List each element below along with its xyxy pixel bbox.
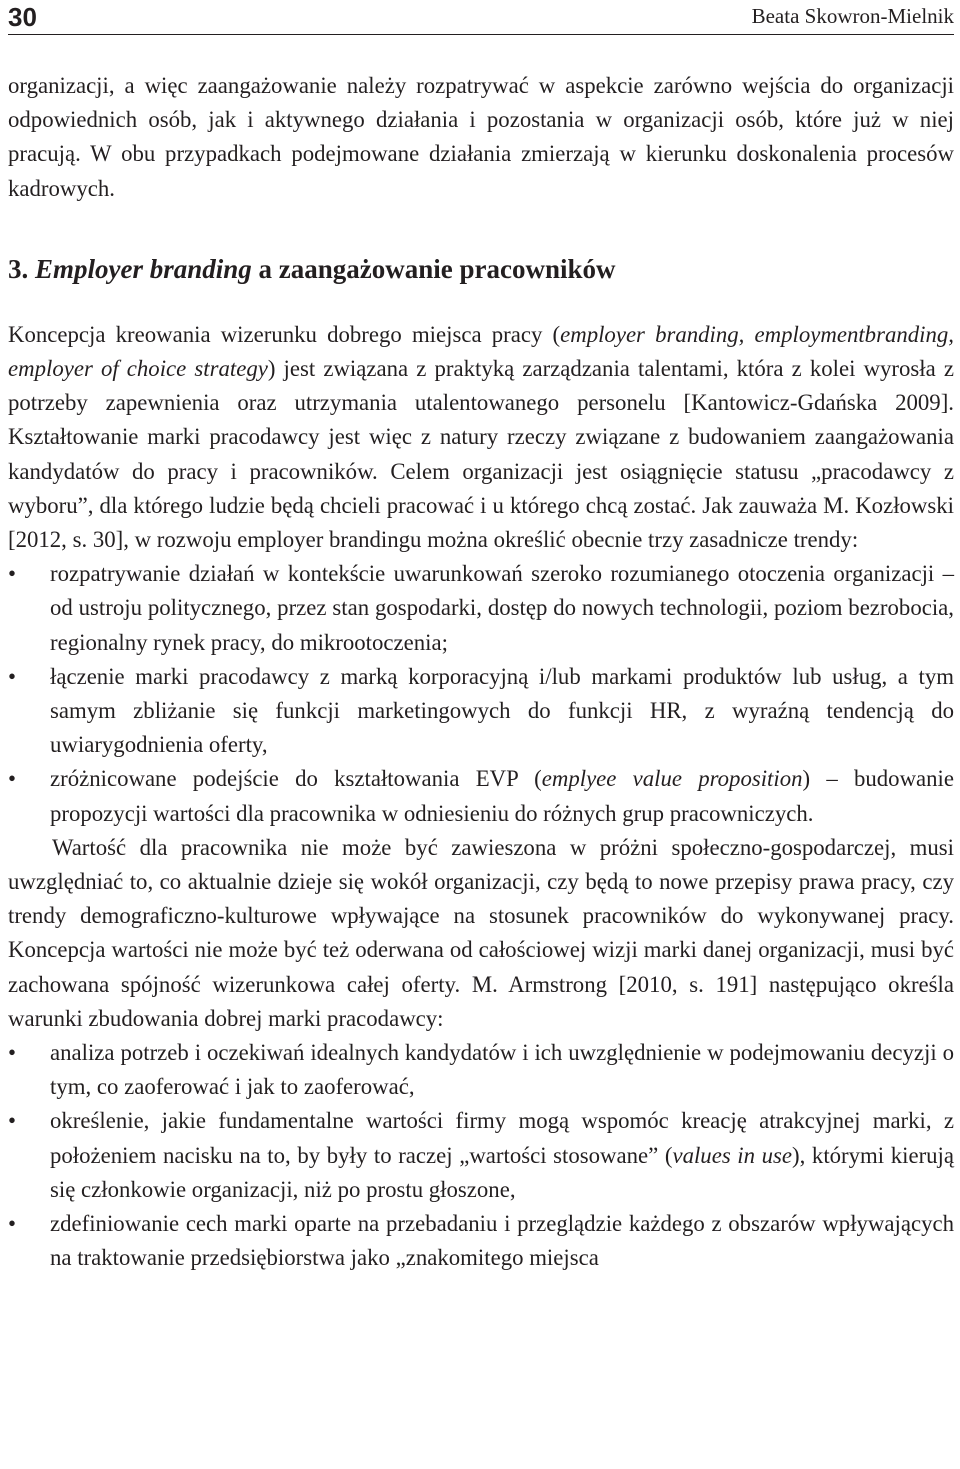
list-item: • łączenie marki pracodawcy z marką korporacyjną i/lub markami produktów lub usług, a tym samym zbliżanie się funkcji marketingowych do funkcji HR, z wyraźną tendencją do uwiarygodnienia oferty, [8, 660, 954, 763]
paragraph-italic-terms: employer branding, employmentbranding, employer of choice strategy [8, 321, 954, 382]
list-item: • rozpatrywanie działań w kontekście uwarunkowań szeroko rozumianego otoczenia organizacji – od ustroju politycznego, przez stan gospodarki, dostęp do nowych technologii, poziom bezrobocia, regionalny rynek pracy, do mikrootoczenia; [8, 557, 954, 660]
intro-paragraph: organizacji, a więc zaangażowanie należy rozpatrywać w aspekcie zarówno wejścia do organizacji odpowiednich osób, jak i aktywnego działania i pozostania w organizacji osób, które już w niej pracują. W obu przypadkach podejmowane działania zmierzają w kierunku doskonalenia procesów kadrowych. [8, 73, 954, 201]
page-header [8, 0, 954, 35]
section-number: 3. [8, 253, 29, 284]
trends-list [8, 557, 954, 831]
paragraph-employer-branding [8, 318, 954, 557]
list-item: • analiza potrzeb i oczekiwań idealnych kandydatów i ich uwzględnienie w podejmowaniu decyzji o tym, co zaoferować i jak to zaoferować, [8, 1036, 954, 1104]
running-head-author: Beata Skowron-Mielnik [751, 4, 954, 28]
list-item: • zdefiniowanie cech marki oparte na przebadaniu i przeglądzie każdego z obszarów wpływających na traktowanie przedsiębiorstwa jako „znakomitego miejsca [8, 1207, 954, 1275]
section-title-rest: a zaangażowanie pracowników [258, 253, 616, 284]
list-item [8, 1104, 954, 1207]
paragraph-employee-value: Wartość dla pracownika nie może być zawieszona w próżni społeczno-gospodarczej, musi uwzględniać to, co aktualnie dzieje się wokół organizacji, czy będą to nowe przepisy prawa pracy, czy trendy demograficzno-kulturowe wpływające na stosunek pracowników do wykonywanej pracy. Koncepcja wartości nie może być też oderwana od całościowej wizji marki danej organizacji, musi być zachowana spójność wizerunkowa całej oferty. M. Armstrong [2010, s. 191] następująco określa warunki zbudowania dobrej marki pracodawcy: [8, 834, 954, 1031]
list-item-italic: emplyee value proposition [541, 766, 803, 792]
conditions-list [8, 1036, 954, 1275]
list-item-text: ) – budowanie propozycji wartości dla pracownika w odniesieniu do różnych grup pracowniczych. [50, 766, 954, 826]
paragraph-text: Koncepcja kreowania wizerunku dobrego miejsca pracy ( [8, 321, 561, 347]
body-text [8, 69, 954, 1276]
section-heading [8, 252, 954, 286]
section-title-italic: Employer branding [35, 253, 252, 284]
list-item-text: zróżnicowane podejście do kształtowania EVP ( [50, 766, 542, 792]
list-item-text: ), którymi kierują się członkowie organizacji, niż po prostu głoszone, [50, 1142, 955, 1202]
list-item [8, 762, 954, 830]
paragraph-text: ) jest związana z praktyką zarządzania talentami, która z kolei wyrosła z potrzeby zapewnienia oraz utrzymania utalentowanego personelu [Kantowicz-Gdańska 2009]. Kształtowanie marki pracodawcy jest więc z natury rzeczy związane z budowaniem zaangażowania kandydatów do pracy i pracowników. Celem organizacji jest osiągnięcie statusu „pracodawcy z wyboru”, dla którego ludzie będą chcieli pracować i u którego chcą zostać. Jak zauważa M. Kozłowski [2012, s. 30], w rozwoju employer brandingu można określić obecnie trzy zasadnicze trendy: [8, 356, 954, 553]
list-item-text: określenie, jakie fundamentalne wartości firmy mogą wspomóc kreację atrakcyjnej marki, z położeniem nacisku na to, by były to raczej „wartości stosowane” ( [50, 1108, 954, 1168]
list-item-italic: values in use [672, 1142, 793, 1168]
page-number: 30 [8, 2, 37, 32]
